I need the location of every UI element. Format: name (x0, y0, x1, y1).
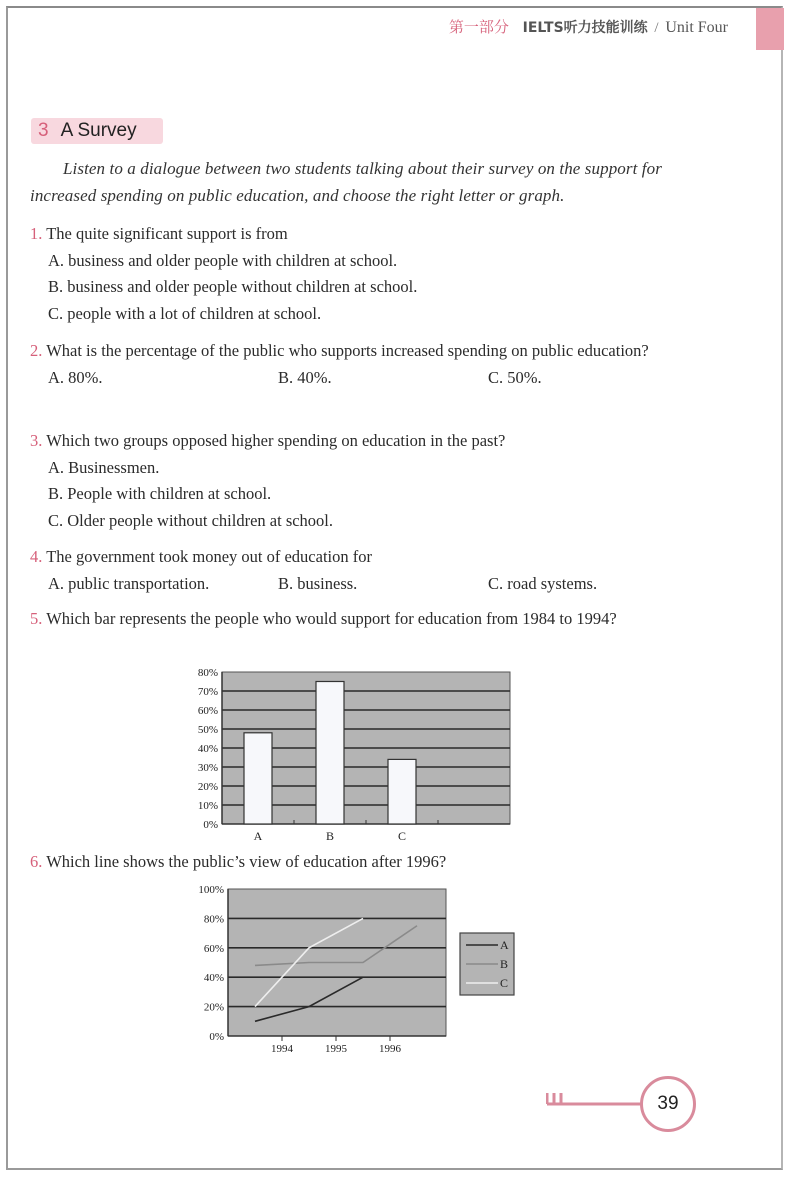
svg-text:1996: 1996 (379, 1043, 401, 1055)
key-line-decoration (546, 1076, 646, 1132)
svg-text:10%: 10% (197, 800, 218, 812)
svg-text:0%: 0% (209, 1031, 224, 1043)
question-number: 1. (30, 224, 43, 243)
option-b[interactable]: B. business and older people without children at school. (48, 277, 418, 296)
svg-text:B: B (500, 957, 509, 971)
options-row (48, 571, 690, 598)
option-c[interactable]: C. road systems. (488, 573, 598, 593)
option-a[interactable]: A. public transportation. (48, 573, 210, 593)
running-header (449, 16, 728, 37)
question-2 (30, 338, 690, 391)
svg-text:0%: 0% (203, 819, 218, 831)
option-b[interactable]: B. 40%. (278, 367, 332, 387)
question-5 (30, 606, 690, 633)
svg-text:1995: 1995 (325, 1043, 347, 1055)
option-a[interactable]: A. 80%. (48, 367, 103, 387)
option-a[interactable]: A. Businessmen. (48, 457, 160, 477)
options-row (48, 365, 690, 392)
question-4 (30, 544, 690, 597)
instructions: Listen to a dialogue between two students talking about their survey on the support for increased spending on public education, and choose the right letter or graph. (30, 159, 662, 205)
line-chart (185, 878, 525, 1063)
svg-text:40%: 40% (197, 743, 218, 755)
section-heading (31, 118, 163, 144)
svg-text:C: C (397, 829, 407, 843)
option-b[interactable]: B. People with children at school. (48, 484, 272, 503)
header-separator: / (654, 20, 659, 36)
corner-tab-decoration (756, 8, 784, 50)
svg-text:A: A (253, 829, 263, 843)
svg-text:50%: 50% (197, 724, 218, 736)
bar-chart (185, 662, 525, 847)
page-number-badge (546, 1076, 696, 1132)
question-stem: Which bar represents the people who would support for education from 1984 to 1994? (46, 609, 617, 628)
question-1 (30, 221, 690, 327)
svg-text:60%: 60% (197, 705, 218, 717)
question-number: 4. (30, 547, 43, 566)
svg-text:80%: 80% (197, 667, 218, 679)
question-stem: The government took money out of education for (46, 547, 372, 566)
question-number: 5. (30, 609, 43, 628)
question-number: 2. (30, 341, 43, 360)
question-stem: Which line shows the public’s view of education after 1996? (46, 852, 447, 871)
question-stem: The quite significant support is from (46, 224, 288, 243)
unit-label: Unit Four (665, 19, 728, 36)
part-label: 第一部分 (448, 18, 509, 36)
question-number: 6. (30, 852, 43, 871)
section-title: A Survey (60, 120, 137, 141)
svg-text:70%: 70% (197, 686, 218, 698)
question-3 (30, 428, 690, 534)
question-stem: Which two groups opposed higher spending on education in the past? (46, 431, 506, 450)
svg-text:B: B (325, 829, 335, 843)
option-c[interactable]: C. 50%. (488, 367, 542, 387)
option-c[interactable]: C. people with a lot of children at school. (48, 303, 322, 323)
section-number: 3 (38, 120, 49, 141)
line-chart-canvas (185, 878, 525, 1063)
svg-text:20%: 20% (197, 781, 218, 793)
bar-chart-canvas (185, 662, 525, 847)
svg-text:A: A (500, 938, 509, 952)
svg-text:30%: 30% (197, 762, 218, 774)
question-number: 3. (30, 431, 43, 450)
svg-text:40%: 40% (203, 972, 224, 985)
option-c[interactable]: C. Older people without children at school. (48, 510, 334, 530)
question-stem: What is the percentage of the public who supports increased spending on public education? (46, 341, 649, 360)
svg-text:80%: 80% (203, 913, 224, 926)
svg-text:C: C (500, 976, 509, 990)
series-title: IELTS听力技能训练 (522, 20, 648, 36)
option-a[interactable]: A. business and older people with children at school. (48, 250, 398, 270)
question-6 (30, 849, 690, 876)
svg-text:100%: 100% (198, 884, 224, 896)
svg-text:1994: 1994 (271, 1043, 293, 1055)
svg-text:60%: 60% (203, 942, 224, 955)
page-number: 39 (640, 1076, 696, 1132)
svg-text:20%: 20% (203, 1001, 224, 1014)
option-b[interactable]: B. business. (278, 573, 358, 593)
